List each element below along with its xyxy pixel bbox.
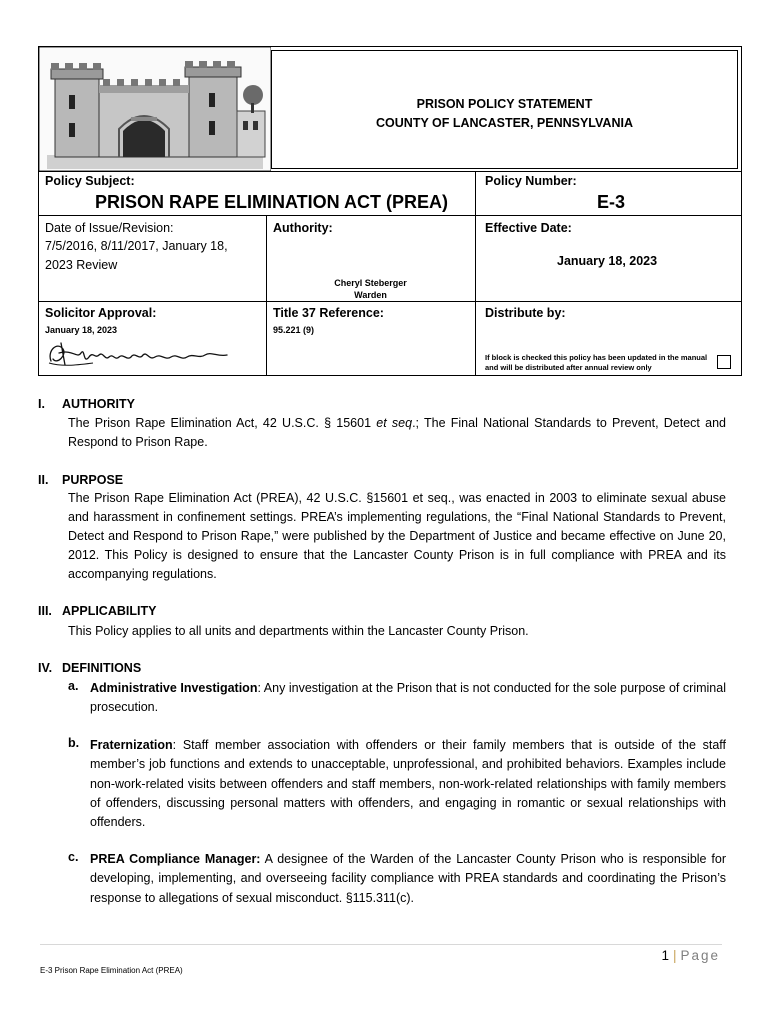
title37-value: 95.221 (9) [273, 325, 315, 335]
policy-number-label: Policy Number: [485, 174, 577, 188]
prison-castle-icon [39, 47, 271, 171]
title-line-2: COUNTY OF LANCASTER, PENNSYLVANIA [376, 116, 633, 130]
date-label: Date of Issue/Revision: [45, 221, 174, 235]
date-line-1: 7/5/2016, 8/11/2017, January 18, [45, 239, 228, 253]
section-applicability-text: This Policy applies to all units and departments within the Lancaster County Prison. [68, 624, 529, 638]
footer-divider [40, 944, 722, 945]
effective-date: January 18, 2023 [557, 254, 658, 268]
page-number: 1 | Page [661, 948, 720, 963]
solicitor-date: January 18, 2023 [45, 325, 118, 335]
distribute-note-2: and will be distributed after annual review only [485, 363, 652, 372]
policy-title-box [271, 50, 738, 169]
section-purpose-heading: II. PURPOSE [38, 473, 124, 487]
distribute-label: Distribute by: [485, 306, 566, 320]
solicitor-approval-label: Solicitor Approval: [45, 306, 157, 320]
section-definitions-heading: IV. DEFINITIONS [38, 661, 142, 675]
authority-name: Cheryl Steberger [334, 278, 407, 288]
distribute-note-1: If block is checked this policy has been updated in the manual [485, 353, 708, 362]
signature-icon [43, 335, 239, 373]
effective-date-label: Effective Date: [485, 221, 572, 235]
footer-doc-label: E-3 Prison Rape Elimination Act (PREA) [40, 966, 183, 975]
policy-number: E-3 [597, 192, 626, 212]
title-line-1: PRISON POLICY STATEMENT [416, 97, 593, 111]
definition-c-label: c. [68, 850, 79, 864]
definition-a-label: a. [68, 679, 79, 693]
definition-c: PREA Compliance Manager: A designee of the Warden of the Lancaster County Prison who is responsible for developing, implementing, and overseeing facility compliance with PREA standards and coordinating the Prison’s response to allegations of sexual misconduct. §115.311(c). [90, 852, 726, 905]
policy-subject: PRISON RAPE ELIMINATION ACT (PREA) [95, 192, 449, 212]
section-purpose-text: The Prison Rape Elimination Act (PREA), 42 U.S.C. §15601 et seq., was enacted in 2003 to eliminate sexual abuse and harassment in confinement settings. PREA’s implementing regulations, the “Final National Standards to Prevent, Detect and Respond to Prison Rape,” were published by the Department of Justice and became effective on June 20, 2012. This Policy is designed to ensure that the Lancaster County Prison is in full compliance with PREA and its accompanying regulations. [68, 491, 726, 581]
section-authority-heading: I. AUTHORITY [38, 397, 135, 411]
authority-title: Warden [354, 290, 387, 300]
definition-b: Fraternization: Staff member association with offenders or their family members that is outside of the staff member’s job functions and extends to unacceptable, unprofessional, and prohibited behaviors. Examples include non-work-related visits between offenders and staff members, non-work-related relationships with family members of offenders, discussing personal matters with offenders, and engaging in romantic or sexual relationships with offenders. [90, 738, 726, 830]
policy-subject-label: Policy Subject: [45, 174, 135, 188]
policy-header-table [38, 46, 742, 376]
definition-b-label: b. [68, 736, 80, 750]
section-authority-text: The Prison Rape Elimination Act, 42 U.S.C. § 15601 et seq.; The Final National Standards to Prevent, Detect and Respond to Prison Rape. [68, 416, 726, 449]
title37-label: Title 37 Reference: [273, 306, 384, 320]
updated-checkbox[interactable] [717, 355, 731, 369]
section-applicability-heading: III. APPLICABILITY [38, 604, 157, 618]
definition-a: Administrative Investigation: Any investigation at the Prison that is not conducted for the sole purpose of criminal prosecution. [90, 681, 726, 715]
authority-label: Authority: [273, 221, 333, 235]
date-line-2: 2023 Review [45, 258, 118, 272]
